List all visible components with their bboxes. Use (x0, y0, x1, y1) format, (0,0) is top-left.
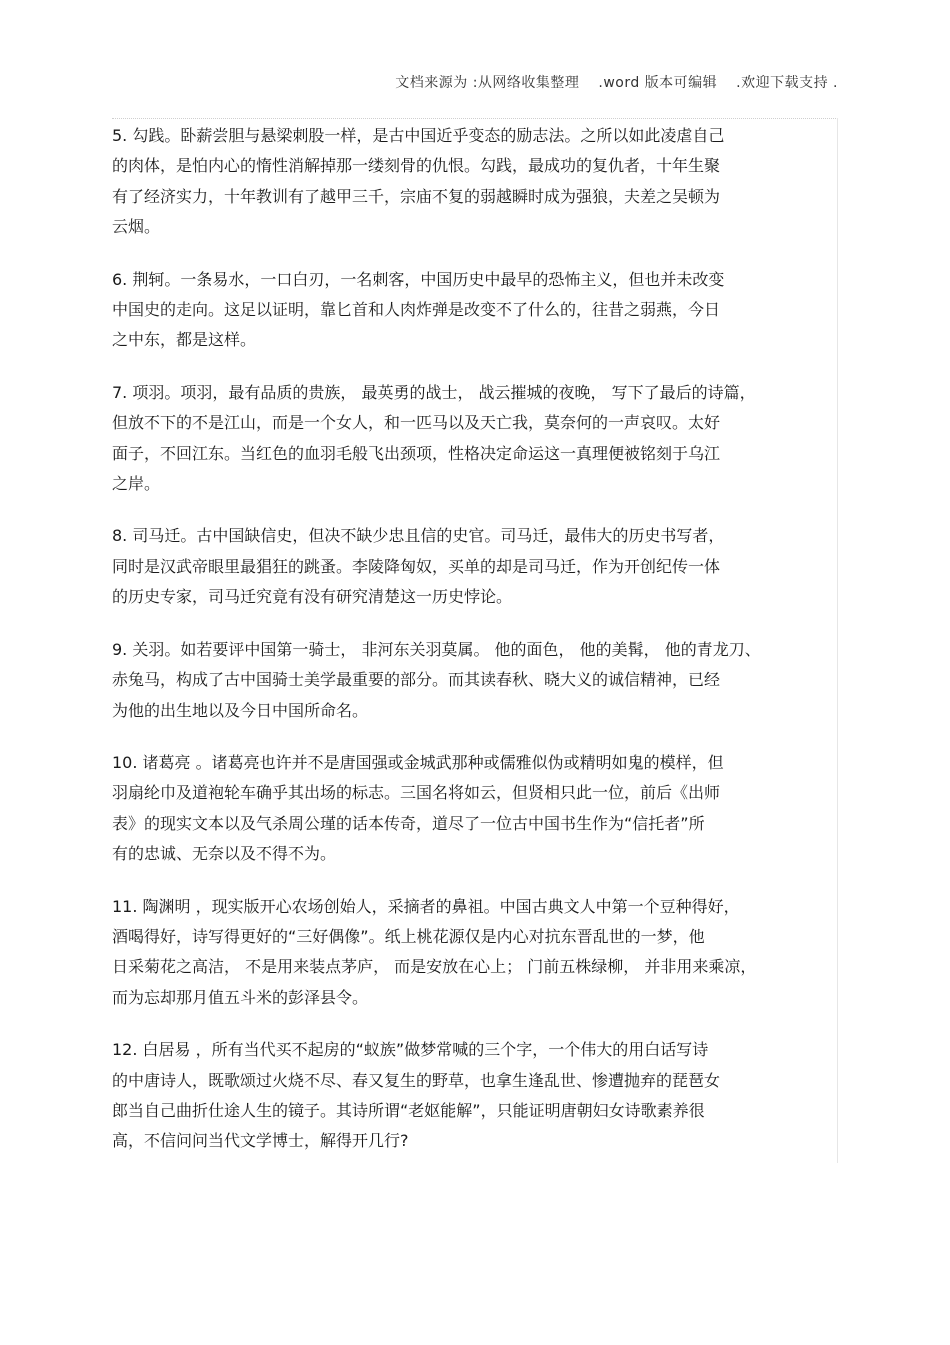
entry-taoyuanming (112, 892, 834, 1014)
entry-line: 高，不信问问当代文学博士，解得开几行? (112, 1131, 409, 1151)
entry-simaqian (112, 521, 834, 612)
entry-jingke (112, 265, 834, 356)
entry-line: 表》的现实文本以及气杀周公瑾的话本传奇，道尽了一位古中国书生作为“信托者”所 (112, 813, 705, 833)
entry-xiangyu (112, 378, 834, 500)
entry-line: 同时是汉武帝眼里最猖狂的跳蚤。李陵降匈奴，买单的却是司马迁，作为开创纪传一体 (112, 556, 721, 576)
entry-line: 酒喝得好，诗写得更好的“三好偶像”。纸上桃花源仅是内心对抗东晋乱世的一梦，他 (112, 926, 705, 946)
entry-line: 9. 关羽。如若要评中国第一骑士， 非河东关羽莫属。 他的面色， 他的美髯， 他的青龙刀、 (112, 639, 761, 659)
header-welcome: .欢迎下载支持 . (736, 75, 838, 91)
entry-line: 云烟。 (112, 217, 161, 237)
header-divider (112, 118, 838, 119)
entry-line: 的中唐诗人，既歌颂过火烧不尽、春又复生的野草，也拿生逢乱世、惨遭抛弃的琵琶女 (112, 1070, 721, 1090)
entry-baijuyi (112, 1035, 834, 1157)
entry-line: 日采菊花之高洁， 不是用来装点茅庐， 而是安放在心上； 门前五株绿柳， 并非用来乘凉， (112, 957, 757, 977)
entry-line: 10. 诸葛亮 。诸葛亮也许并不是唐国强或金城武那种或儒雅似伪或精明如鬼的模样，但 (112, 752, 724, 772)
entry-line: 7. 项羽。项羽，最有品质的贵族， 最英勇的战士， 战云摧城的夜晚， 写下了最后的诗篇， (112, 382, 756, 402)
entry-line: 5. 勾践。卧薪尝胆与悬梁刺股一样，是古中国近乎变态的励志法。之所以如此凌虐自己 (112, 126, 725, 145)
entry-line: 但放不下的不是江山，而是一个女人，和一匹马以及天亡我，莫奈何的一声哀叹。太好 (112, 413, 721, 433)
entry-goujian (112, 121, 834, 243)
entry-line: 中国史的走向。这足以证明，靠匕首和人肉炸弹是改变不了什么的，往昔之弱燕，今日 (112, 300, 721, 320)
entry-line: 之中东，都是这样。 (112, 330, 257, 350)
entry-line: 8. 司马迁。古中国缺信史，但决不缺少忠且信的史官。司马迁，最伟大的历史书写者， (112, 526, 725, 546)
header-editable: .word 版本可编辑 (598, 75, 718, 91)
entry-line: 为他的出生地以及今日中国所命名。 (112, 700, 369, 720)
entry-line: 羽扇纶巾及道袍轮车确乎其出场的标志。三国名将如云，但贤相只此一位，前后《出师 (112, 783, 721, 803)
entry-line: 12. 白居易 ，所有当代买不起房的“蚁族”做梦常喊的三个字，一个伟大的用白话写诗 (112, 1040, 709, 1060)
entry-line: 的历史专家，司马迁究竟有没有研究清楚这一历史悖论。 (112, 587, 513, 607)
entry-line: 而为忘却那月值五斗米的彭泽县令。 (112, 987, 369, 1007)
entry-line: 有的忠诚、无奈以及不得不为。 (112, 844, 337, 864)
entry-zhugeliang (112, 748, 834, 870)
entry-line: 面子，不回江东。当红色的血羽毛般飞出颈项，性格决定命运这一真理便被铭刻于乌江 (112, 443, 721, 463)
entry-line: 有了经济实力，十年教训有了越甲三千，宗庙不复的弱越瞬时成为强狼，夫差之吴顿为 (112, 186, 721, 206)
document-body (112, 121, 834, 1179)
entry-line: 的肉体，是怕内心的惰性消解掉那一缕刻骨的仇恨。勾践，最成功的复仇者，十年生聚 (112, 156, 721, 176)
entry-line: 之岸。 (112, 474, 161, 494)
entry-line: 赤兔马，构成了古中国骑士美学最重要的部分。而其读春秋、晓大义的诚信精神，已经 (112, 670, 721, 690)
right-margin-divider (837, 118, 838, 1163)
entry-line: 郎当自己曲折仕途人生的镜子。其诗所谓“老妪能解”，只能证明唐朝妇女诗歌素养很 (112, 1100, 705, 1120)
entry-line: 6. 荆轲。一条易水，一口白刃，一名刺客，中国历史中最早的恐怖主义，但也并未改变 (112, 269, 725, 289)
header-source: 文档来源为 :从网络收集整理 (395, 75, 580, 91)
entry-line: 11. 陶渊明 ，现实版开心农场创始人，采摘者的鼻祖。中国古典文人中第一个豆种得好， (112, 896, 740, 916)
page-header (395, 72, 838, 92)
entry-guanyu (112, 635, 834, 726)
